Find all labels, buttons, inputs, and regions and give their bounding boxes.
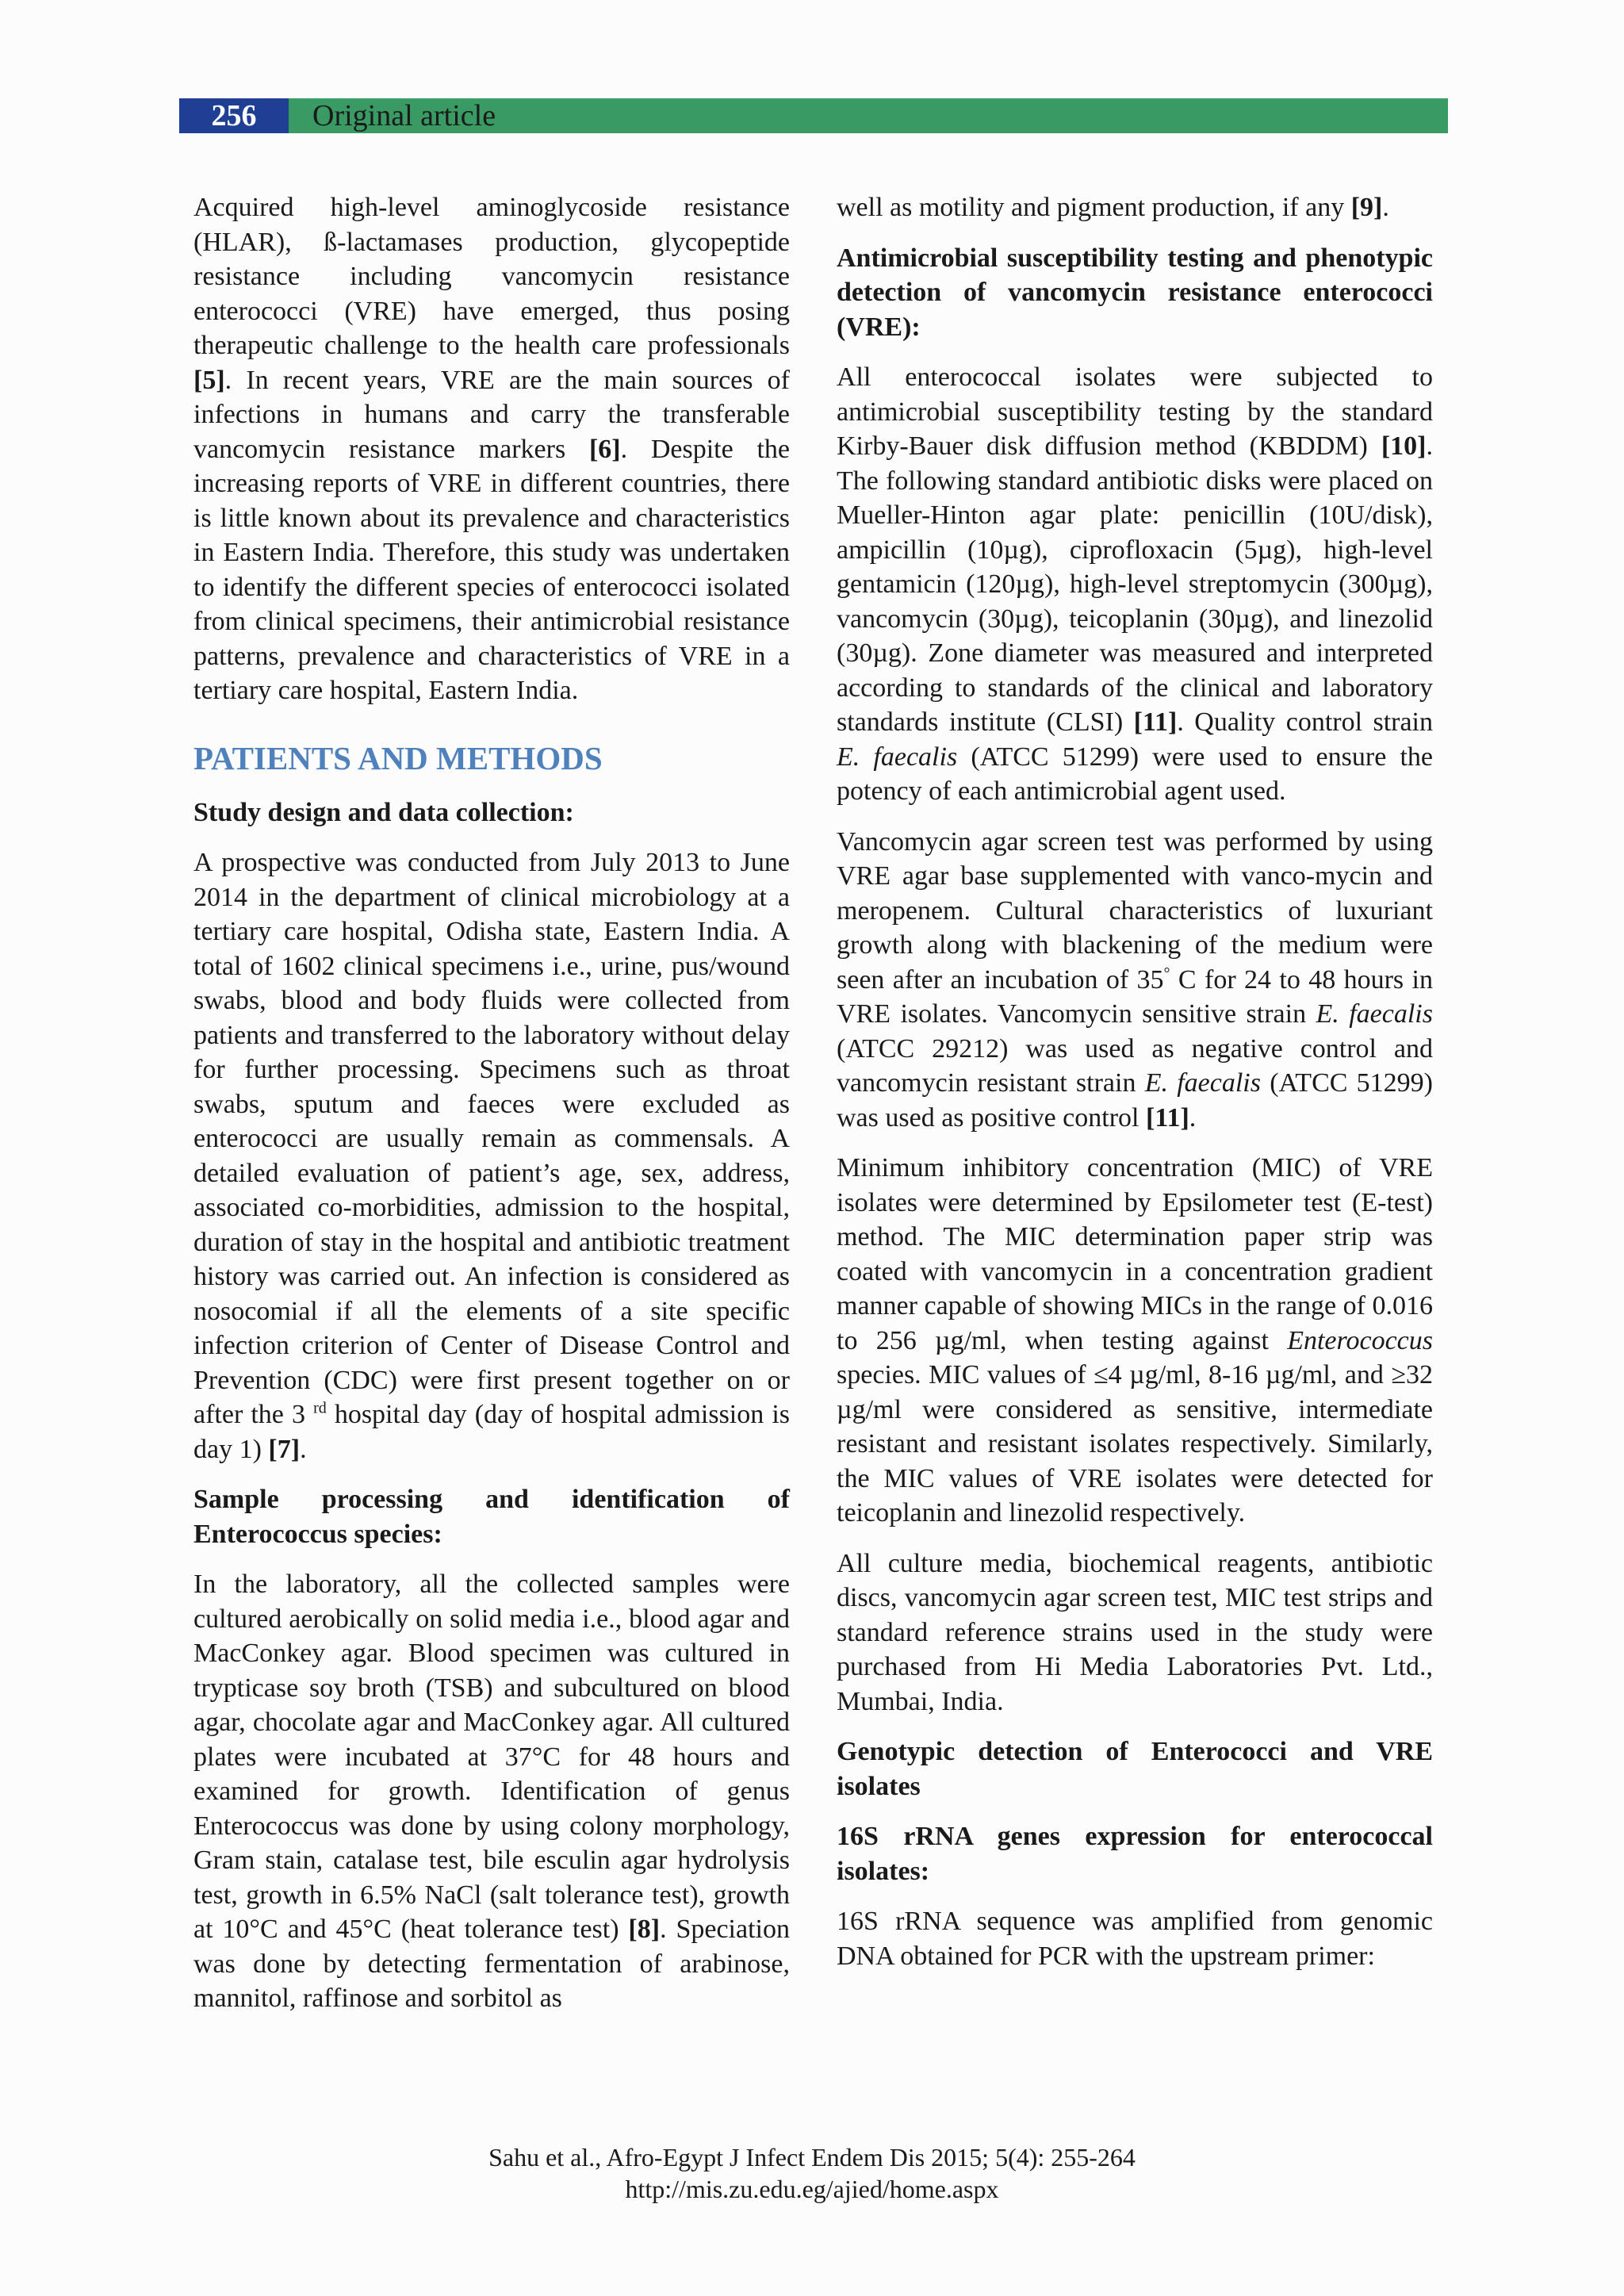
citation-ref[interactable]: [9] (1350, 193, 1383, 222)
section-heading: PATIENTS AND METHODS (193, 739, 603, 776)
continuation-paragraph: well as motility and pigment production, if any [9]. (837, 193, 1389, 222)
citation-ref[interactable]: [7] (268, 1434, 301, 1464)
left-column (193, 190, 790, 2016)
susceptibility-paragraph: All enterococcal isolates were subjected to antimicrobial susceptibility testing by the standard Kirby-Bauer disk diffusion method (KBDDM) [10]. The following standard antibiotic disks were placed on Mueller-Hinton agar plate: penicillin (10U/disk), ampicillin (10µg), ciprofloxacin (5µg), high-level gentamicin (120µg), high-level streptomycin (300µg), vancomycin (30µg), teicoplanin (30µg), and linezolid (30µg). Zone diameter was measured and interpreted according to standards of the clinical and laboratory standards institute (CLSI) [11]. Quality control strain E. faecalis (ATCC 51299) were used to ensure the potency of each antimicrobial agent used. (837, 362, 1433, 806)
citation-ref[interactable]: [11] (1146, 1102, 1189, 1133)
subsection-heading: Antimicrobial susceptibility testing and phenotypic detection of vancomycin resistance enterococci (VRE): (837, 243, 1433, 342)
study-design-paragraph: A prospective was conducted from July 2013 to June 2014 in the department of clinical microbiology at a tertiary care hospital, Odisha state, Eastern India. A total of 1602 clinical specimens i.e., urine, pus/wound swabs, blood and body fluids were collected from patients and transferred to the laboratory without delay for further processing. Specimens such as throat swabs, sputum and faeces were excluded as enterococci are usually remain as commensals. A detailed evaluation of patient’s age, sex, address, associated co-morbidities, admission to the hospital, duration of stay in the hospital and antibiotic treatment history was carried out. An infection is considered as nosocomial if all the elements of a site specific infection criterion of Center of Disease Control and Prevention (CDC) were first present together on or after the 3 $^{rd}$ hospital day (day of hospital admission is day 1) [7]. (193, 848, 791, 1464)
page-header (179, 98, 1448, 133)
citation-ref[interactable]: [8] (628, 1915, 661, 1944)
journal-url[interactable]: http://mis.zu.edu.eg/ajied/home.aspx (625, 2175, 999, 2203)
citation-ref[interactable]: [5] (193, 365, 225, 395)
agar-screen-paragraph: Vancomycin agar screen test was performed by using VRE agar base supplemented with vanco-mycin and meropenem. Cultural characteristics of luxuriant growth along with blackening of the medium were seen after an incubation of 35° C for 24 to 48 hours in VRE isolates. Vancomycin sensitive strain E. faecalis (ATCC 29212) was used as negative control and vancomycin resistant strain E. faecalis (ATCC 51299) was used as positive control [11]. (837, 826, 1433, 1133)
citation-ref[interactable]: [10] (1381, 431, 1427, 461)
citation-ref[interactable]: [11] (1133, 707, 1178, 737)
media-paragraph: All culture media, biochemical reagents, antibiotic discs, vancomycin agar screen test, MIC test strips and standard reference strains used in the study were purchased from Hi Media Laboratories Pvt. Ltd., Mumbai, India. (837, 1548, 1433, 1716)
mic-paragraph: Minimum inhibitory concentration (MIC) of VRE isolates were determined by Epsilometer test (E-test) method. The MIC determination paper strip was coated with vancomycin in a concentration gradient manner capable of showing MICs in the range of 0.016 to 256 µg/ml, when testing against Enterococcus species. MIC values of ≤4 µg/ml, 8-16 µg/ml, and ≥32 µg/ml were considered as sensitive, intermediate resistant and resistant isolates respectively. Similarly, the MIC values of VRE isolates were detected for teicoplanin and linezolid respectively. (837, 1153, 1433, 1527)
subsection-heading: Genotypic detection of Enterococci and VRE isolates (837, 1737, 1433, 1801)
citation-ref[interactable]: [6] (588, 434, 621, 464)
intro-paragraph: Acquired high-level aminoglycoside resistance (HLAR), ß-lactamases production, glycopeptide resistance including vancomycin resistance enterococci (VRE) have emerged, thus posing therapeutic challenge to the health care professionals [5]. In recent years, VRE are the main sources of infections in humans and carry the transferable vancomycin resistance markers [6]. Despite the increasing reports of VRE in different countries, there is little known about its prevalence and characteristics in Eastern India. Therefore, this study was undertaken to identify the different species of enterococci isolated from clinical specimens, their antimicrobial resistance patterns, prevalence and characteristics of VRE in a tertiary care hospital, Eastern India. (193, 193, 790, 705)
subsection-heading: 16S rRNA genes expression for enterococcal isolates: (837, 1822, 1433, 1886)
subsection-heading: Sample processing and identification of Enterococcus species: (193, 1485, 790, 1549)
article-type-label: Original article (289, 98, 1448, 133)
right-column (837, 190, 1433, 1973)
page-footer (0, 2141, 1624, 2205)
sample-processing-paragraph: In the laboratory, all the collected samples were cultured aerobically on solid media i.e., blood agar and MacConkey agar. Blood specimen was cultured in trypticase soy broth (TSB) and subcultured on blood agar, chocolate agar and MacConkey agar. All cultured plates were incubated at 37°C for 48 hours and examined for growth. Identification of genus Enterococcus was done by using colony morphology, Gram stain, catalase test, bile esculin agar hydrolysis test, growth in 6.5% NaCl (salt tolerance test), growth at 10°C and 45°C (heat tolerance test) [8]. Speciation was done by detecting fermentation of arabinose, mannitol, raffinose and sorbitol as (193, 1570, 790, 2013)
journal-citation: Sahu et al., Afro-Egypt J Infect Endem Dis 2015; 5(4): 255-264 (488, 2143, 1136, 2171)
rrna-paragraph: 16S rRNA sequence was amplified from genomic DNA obtained for PCR with the upstream primer: (837, 1907, 1433, 1971)
page-number: 256 (179, 98, 289, 133)
subsection-heading: Study design and data collection: (193, 797, 574, 827)
